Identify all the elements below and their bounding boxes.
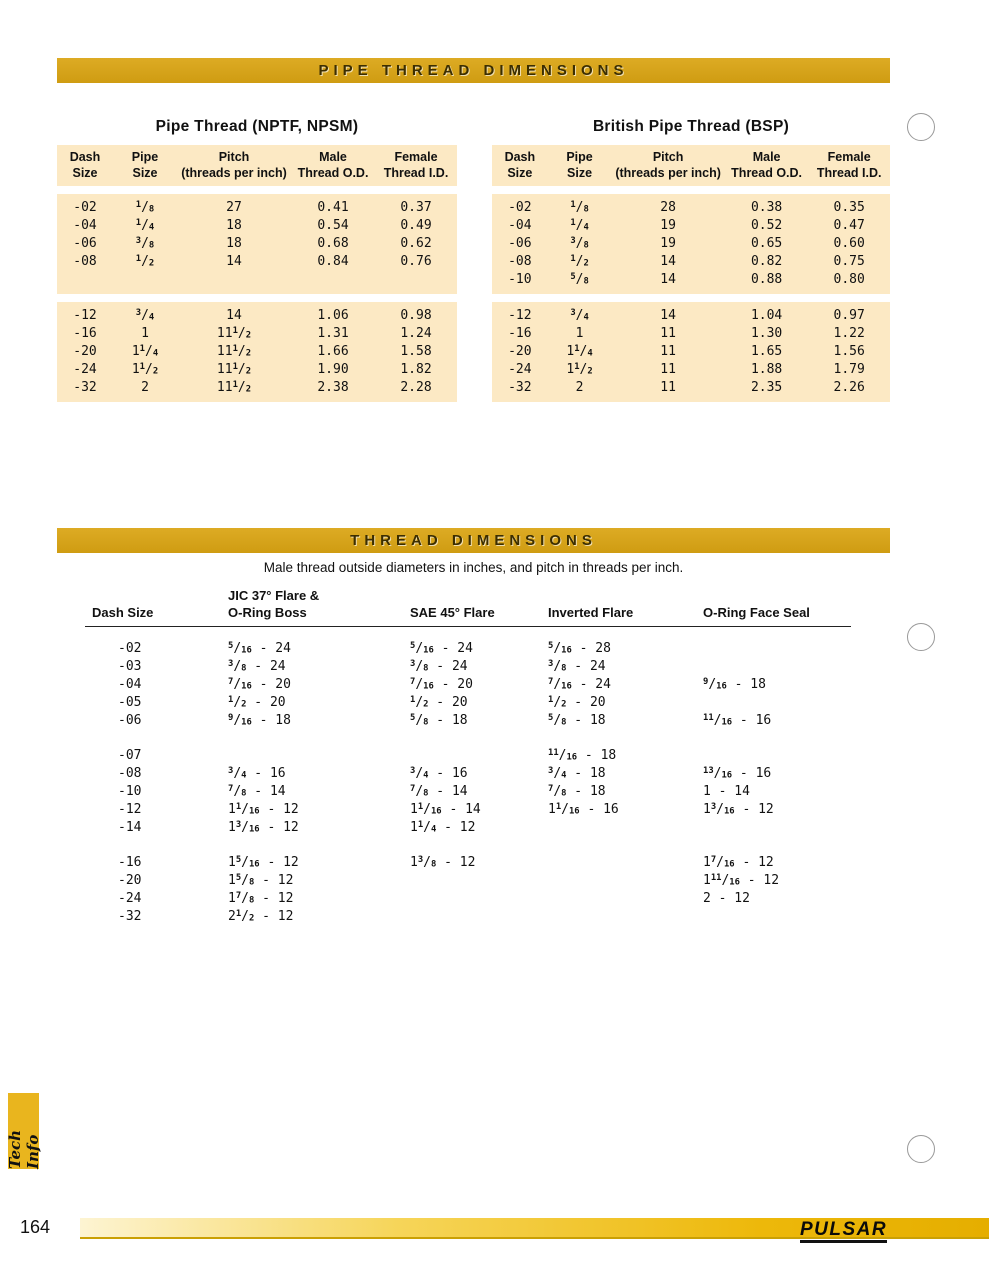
table-cell: $^5/_8 - 18$ bbox=[548, 712, 606, 728]
table-row bbox=[57, 199, 457, 217]
table-header-row bbox=[492, 150, 890, 181]
table-cell: 0.52 bbox=[750, 218, 783, 234]
table-row bbox=[85, 890, 851, 908]
table-cell: $^5/_{16} - 24$ bbox=[228, 640, 291, 656]
table-cell: 0.35 bbox=[833, 200, 865, 216]
table-cell: $^9/_{16} - 18$ bbox=[228, 712, 291, 728]
table-cell: $1^1/_2$ bbox=[566, 362, 593, 378]
table-cell: 0.47 bbox=[833, 218, 865, 234]
tech-info-tab-label: Tech Info bbox=[5, 1129, 42, 1169]
nptf-table bbox=[57, 145, 457, 410]
table-row bbox=[85, 640, 851, 658]
table-row bbox=[492, 325, 890, 343]
table-cell: 11 bbox=[660, 362, 676, 378]
table-cell: $^5/_{16} - 24$ bbox=[410, 640, 473, 656]
table-row bbox=[57, 253, 457, 271]
table-cell: 1.88 bbox=[750, 362, 783, 378]
table-cell: $1^3/_{16} - 12$ bbox=[228, 819, 299, 835]
table-cell: $1^5/_8 - 12$ bbox=[228, 872, 294, 888]
table-row bbox=[492, 235, 890, 253]
table-cell: 11 bbox=[660, 344, 676, 360]
thread-dimensions-banner bbox=[57, 528, 890, 553]
table-cell: 1.04 bbox=[750, 308, 783, 324]
bsp-table bbox=[492, 145, 890, 410]
punch-hole-middle bbox=[907, 623, 935, 651]
table-cell: 0.65 bbox=[750, 236, 783, 252]
table-cell: -08 bbox=[73, 254, 97, 270]
table-cell: 0.97 bbox=[833, 308, 865, 324]
table-cell: $^1/_2$ bbox=[135, 254, 155, 270]
table-cell: 0.84 bbox=[317, 254, 349, 270]
table-cell: -07 bbox=[118, 747, 142, 763]
table-row bbox=[85, 854, 851, 872]
table-header-row bbox=[85, 588, 851, 627]
table-cell bbox=[57, 271, 113, 289]
table-cell: $^7/_8 - 14$ bbox=[410, 783, 468, 799]
table-cell: 1.66 bbox=[317, 344, 349, 360]
column-header: Pipe Size bbox=[131, 150, 159, 180]
table-cell: 1 - 14 bbox=[703, 783, 750, 799]
table-cell: $^{13}/_{16} - 16$ bbox=[703, 765, 772, 781]
column-header: Dash Size bbox=[92, 604, 154, 620]
table-cell: $^1/_2 - 20$ bbox=[548, 694, 606, 710]
table-group-1 bbox=[85, 640, 851, 730]
pipe-thread-dimensions-banner bbox=[57, 58, 890, 83]
punch-hole-top bbox=[907, 113, 935, 141]
table-cell: 2.28 bbox=[400, 380, 432, 396]
column-header: Female Thread I.D. bbox=[816, 150, 882, 180]
table-group-3 bbox=[85, 854, 851, 926]
table-cell: 19 bbox=[660, 218, 676, 234]
table-cell: -12 bbox=[508, 308, 532, 324]
table-cell: $^3/_8 - 24$ bbox=[228, 658, 286, 674]
table-cell: $^9/_{16} - 18$ bbox=[703, 676, 766, 692]
table-cell: 14 bbox=[226, 308, 242, 324]
table-group-2 bbox=[85, 747, 851, 837]
table-cell: $1^1/_{16} - 16$ bbox=[548, 801, 619, 817]
table-cell: $^3/_4$ bbox=[570, 308, 589, 324]
column-header: Male Thread O.D. bbox=[297, 150, 369, 180]
table-cell: -02 bbox=[508, 200, 532, 216]
table-cell: $^3/_4$ bbox=[135, 308, 155, 324]
table-cell: 1.82 bbox=[400, 362, 432, 378]
table-cell: 0.88 bbox=[750, 272, 783, 288]
table-cell bbox=[410, 747, 548, 765]
table-cell: -20 bbox=[118, 872, 142, 888]
table-cell: -03 bbox=[118, 658, 142, 674]
table-cell: 0.82 bbox=[750, 254, 783, 270]
table-row bbox=[492, 361, 890, 379]
column-header: O-Ring Face Seal bbox=[703, 604, 810, 620]
table-row bbox=[57, 379, 457, 397]
table-row bbox=[492, 307, 890, 325]
table-cell: $^7/_8 - 18$ bbox=[548, 783, 606, 799]
table-cell: 2 - 12 bbox=[703, 890, 750, 906]
table-cell bbox=[703, 908, 851, 926]
table-cell: $^5/_{16} - 28$ bbox=[548, 640, 611, 656]
table-cell: -24 bbox=[118, 890, 142, 906]
table-cell: 0.38 bbox=[750, 200, 783, 216]
tech-info-tab bbox=[5, 1093, 42, 1169]
table-cell: 0.68 bbox=[317, 236, 349, 252]
table-cell: -24 bbox=[73, 362, 97, 378]
table-cell: $^5/_8 - 18$ bbox=[410, 712, 468, 728]
table-cell bbox=[548, 908, 703, 926]
table-group-1 bbox=[57, 194, 457, 294]
table-row bbox=[85, 694, 851, 712]
table-cell: $1^1/_4$ bbox=[131, 344, 159, 360]
table-cell: 1 bbox=[575, 326, 584, 342]
table-cell: $^7/_{16} - 20$ bbox=[228, 676, 291, 692]
table-cell bbox=[548, 854, 703, 872]
table-cell bbox=[291, 271, 375, 289]
banner-title: PIPE THREAD DIMENSIONS bbox=[318, 62, 629, 79]
table-row bbox=[492, 271, 890, 289]
table-row bbox=[57, 361, 457, 379]
column-header: Female Thread I.D. bbox=[383, 150, 449, 180]
table-cell: $11^1/_2$ bbox=[216, 362, 252, 378]
table-cell: -24 bbox=[508, 362, 532, 378]
table-row bbox=[85, 712, 851, 730]
table-row bbox=[85, 872, 851, 890]
table-group-1 bbox=[492, 194, 890, 294]
table-cell: 2.38 bbox=[317, 380, 349, 396]
table-cell: 1.31 bbox=[317, 326, 349, 342]
table-cell: $1^7/_{16} - 12$ bbox=[703, 854, 774, 870]
table-cell bbox=[410, 908, 548, 926]
table-cell bbox=[375, 271, 457, 289]
table-row bbox=[85, 765, 851, 783]
table-cell: 19 bbox=[660, 236, 676, 252]
table-cell bbox=[703, 658, 851, 676]
table-cell bbox=[548, 890, 703, 908]
table-cell: -32 bbox=[118, 908, 142, 924]
table-cell: 1.58 bbox=[400, 344, 432, 360]
nptf-table-title: Pipe Thread (NPTF, NPSM) bbox=[155, 118, 359, 135]
table-cell: $^1/_4$ bbox=[570, 218, 589, 234]
table-cell: $^3/_4 - 18$ bbox=[548, 765, 606, 781]
table-cell: $^5/_8$ bbox=[570, 272, 589, 288]
table-cell: -14 bbox=[118, 819, 142, 835]
table-cell bbox=[548, 819, 703, 837]
table-row bbox=[492, 253, 890, 271]
column-header: Pitch (threads per inch) bbox=[615, 150, 721, 180]
table-row bbox=[492, 199, 890, 217]
table-cell: -16 bbox=[73, 326, 97, 342]
table-cell: $^7/_8 - 14$ bbox=[228, 783, 286, 799]
table-row bbox=[57, 217, 457, 235]
table-cell: 18 bbox=[226, 236, 242, 252]
table-header-band bbox=[492, 145, 890, 186]
table-cell: $11^1/_2$ bbox=[216, 326, 252, 342]
table-cell: -06 bbox=[508, 236, 532, 252]
table-cell: -20 bbox=[508, 344, 532, 360]
table-cell: $^3/_8 - 24$ bbox=[410, 658, 468, 674]
table-cell: $2^1/_2 - 12$ bbox=[228, 908, 294, 924]
table-cell: -08 bbox=[118, 765, 142, 781]
table-cell: 0.41 bbox=[317, 200, 349, 216]
table-cell: -10 bbox=[508, 272, 532, 288]
table-cell: 2.35 bbox=[750, 380, 783, 396]
table-cell: 1.79 bbox=[833, 362, 865, 378]
table-cell: -02 bbox=[73, 200, 97, 216]
table-row bbox=[492, 379, 890, 397]
table-cell: 28 bbox=[660, 200, 676, 216]
table-cell: 0.54 bbox=[317, 218, 349, 234]
table-cell: -06 bbox=[118, 712, 142, 728]
table-cell: 0.98 bbox=[400, 308, 432, 324]
table-cell: -04 bbox=[118, 676, 142, 692]
table-cell: $11^1/_2$ bbox=[216, 380, 252, 396]
table-cell: $^3/_4 - 16$ bbox=[228, 765, 286, 781]
table-cell: 2 bbox=[575, 380, 584, 396]
table-cell: $1^5/_{16} - 12$ bbox=[228, 854, 299, 870]
table-cell: 0.62 bbox=[400, 236, 432, 252]
table-cell: $^1/_4$ bbox=[135, 218, 155, 234]
column-header: Dash Size bbox=[504, 150, 536, 180]
table-cell: $1^7/_8 - 12$ bbox=[228, 890, 294, 906]
table-cell: 14 bbox=[660, 272, 676, 288]
table-cell: 1.65 bbox=[750, 344, 783, 360]
table-row bbox=[85, 801, 851, 819]
table-cell: 11 bbox=[660, 326, 676, 342]
table-cell: -10 bbox=[118, 783, 142, 799]
table-cell: $1^1/_4 - 12$ bbox=[410, 819, 476, 835]
table-cell: 1.90 bbox=[317, 362, 349, 378]
table-cell: $1^1/_{16} - 14$ bbox=[410, 801, 481, 817]
table-cell: -08 bbox=[508, 254, 532, 270]
table-cell: 1.56 bbox=[833, 344, 865, 360]
table-cell: 1.30 bbox=[750, 326, 783, 342]
table-cell bbox=[703, 819, 851, 837]
table-cell bbox=[228, 747, 410, 765]
table-row bbox=[57, 235, 457, 253]
table-cell: 1 bbox=[141, 326, 149, 342]
table-row bbox=[85, 908, 851, 926]
table-cell: $1^3/_{16} - 12$ bbox=[703, 801, 774, 817]
table-row bbox=[492, 217, 890, 235]
table-row bbox=[57, 343, 457, 361]
table-row bbox=[85, 783, 851, 801]
table-cell: -16 bbox=[118, 854, 142, 870]
table-cell: $^{11}/_{16} - 18$ bbox=[548, 747, 617, 763]
pulsar-logo: PULSAR bbox=[800, 1220, 887, 1243]
table-group-2 bbox=[57, 302, 457, 402]
column-header: Male Thread O.D. bbox=[731, 150, 803, 180]
thread-dimensions-subtitle: Male thread outside diameters in inches, and pitch in threads per inch. bbox=[263, 560, 684, 575]
table-cell: 0.49 bbox=[400, 218, 432, 234]
table-cell: 1.22 bbox=[833, 326, 865, 342]
table-row bbox=[85, 676, 851, 694]
table-cell: -05 bbox=[118, 694, 142, 710]
table-cell: $^3/_4 - 16$ bbox=[410, 765, 468, 781]
table-cell bbox=[703, 640, 851, 658]
table-cell: 1.24 bbox=[400, 326, 432, 342]
table-row bbox=[85, 747, 851, 765]
bsp-table-title: British Pipe Thread (BSP) bbox=[592, 118, 790, 135]
column-header: Pitch (threads per inch) bbox=[181, 150, 287, 180]
table-cell: -06 bbox=[73, 236, 97, 252]
table-cell: $^3/_8 - 24$ bbox=[548, 658, 606, 674]
table-cell: $^1/_2 - 20$ bbox=[410, 694, 468, 710]
table-cell: -04 bbox=[508, 218, 532, 234]
table-cell: $1^1/_2$ bbox=[131, 362, 159, 378]
table-cell: 0.37 bbox=[400, 200, 432, 216]
page-number: 164 bbox=[20, 1217, 51, 1237]
table-cell: 14 bbox=[660, 254, 676, 270]
table-cell: $^1/_2 - 20$ bbox=[228, 694, 286, 710]
table-cell: 0.80 bbox=[833, 272, 865, 288]
table-cell: -20 bbox=[73, 344, 97, 360]
table-cell: $1^1/_4$ bbox=[566, 344, 593, 360]
table-cell: 2 bbox=[141, 380, 149, 396]
punch-hole-bottom bbox=[907, 1135, 935, 1163]
table-group-2 bbox=[492, 302, 890, 402]
thread-dimensions-table bbox=[85, 588, 851, 943]
table-cell bbox=[177, 271, 291, 289]
table-cell: 14 bbox=[660, 308, 676, 324]
column-header: JIC 37° Flare & O-Ring Boss bbox=[228, 588, 320, 620]
table-cell: -16 bbox=[508, 326, 532, 342]
table-row bbox=[85, 658, 851, 676]
column-header: SAE 45° Flare bbox=[410, 604, 495, 620]
table-header-band bbox=[57, 145, 457, 186]
table-cell: $1^1/_{16} - 12$ bbox=[228, 801, 299, 817]
table-header-row bbox=[57, 150, 457, 181]
table-cell: 0.60 bbox=[833, 236, 865, 252]
table-row bbox=[57, 307, 457, 325]
table-cell: 1.06 bbox=[317, 308, 349, 324]
table-cell: -32 bbox=[73, 380, 97, 396]
table-cell: -02 bbox=[118, 640, 142, 656]
table-row bbox=[492, 343, 890, 361]
table-cell: $1^3/_8 - 12$ bbox=[410, 854, 476, 870]
table-row bbox=[57, 271, 457, 289]
table-cell bbox=[113, 271, 177, 289]
table-cell: $^1/_8$ bbox=[570, 200, 589, 216]
table-cell: $1^{11}/_{16} - 12$ bbox=[703, 872, 780, 888]
table-cell bbox=[703, 694, 851, 712]
table-row bbox=[57, 325, 457, 343]
table-cell: 0.75 bbox=[833, 254, 865, 270]
table-cell bbox=[703, 747, 851, 765]
table-cell: $^3/_8$ bbox=[135, 236, 155, 252]
table-cell: 18 bbox=[226, 218, 242, 234]
banner-title: THREAD DIMENSIONS bbox=[350, 532, 597, 549]
table-cell: $^1/_8$ bbox=[135, 200, 155, 216]
table-cell: $^{11}/_{16} - 16$ bbox=[703, 712, 772, 728]
table-cell: -04 bbox=[73, 218, 97, 234]
table-cell: $^3/_8$ bbox=[570, 236, 589, 252]
table-cell: $^7/_{16} - 20$ bbox=[410, 676, 473, 692]
table-cell bbox=[410, 890, 548, 908]
table-cell: -12 bbox=[118, 801, 142, 817]
table-cell: 14 bbox=[226, 254, 242, 270]
table-cell: 0.76 bbox=[400, 254, 432, 270]
table-cell bbox=[410, 872, 548, 890]
table-cell: 2.26 bbox=[833, 380, 865, 396]
table-cell: $11^1/_2$ bbox=[216, 344, 252, 360]
table-cell: $^1/_2$ bbox=[570, 254, 589, 270]
table-cell: $^7/_{16} - 24$ bbox=[548, 676, 611, 692]
table-row bbox=[85, 819, 851, 837]
table-cell bbox=[548, 872, 703, 890]
table-cell: -32 bbox=[508, 380, 532, 396]
column-header: Inverted Flare bbox=[548, 604, 634, 620]
column-header: Dash Size bbox=[69, 150, 101, 180]
table-cell: 27 bbox=[226, 200, 242, 216]
table-cell: -12 bbox=[73, 308, 97, 324]
table-cell: 11 bbox=[660, 380, 676, 396]
column-header: Pipe Size bbox=[566, 150, 593, 180]
